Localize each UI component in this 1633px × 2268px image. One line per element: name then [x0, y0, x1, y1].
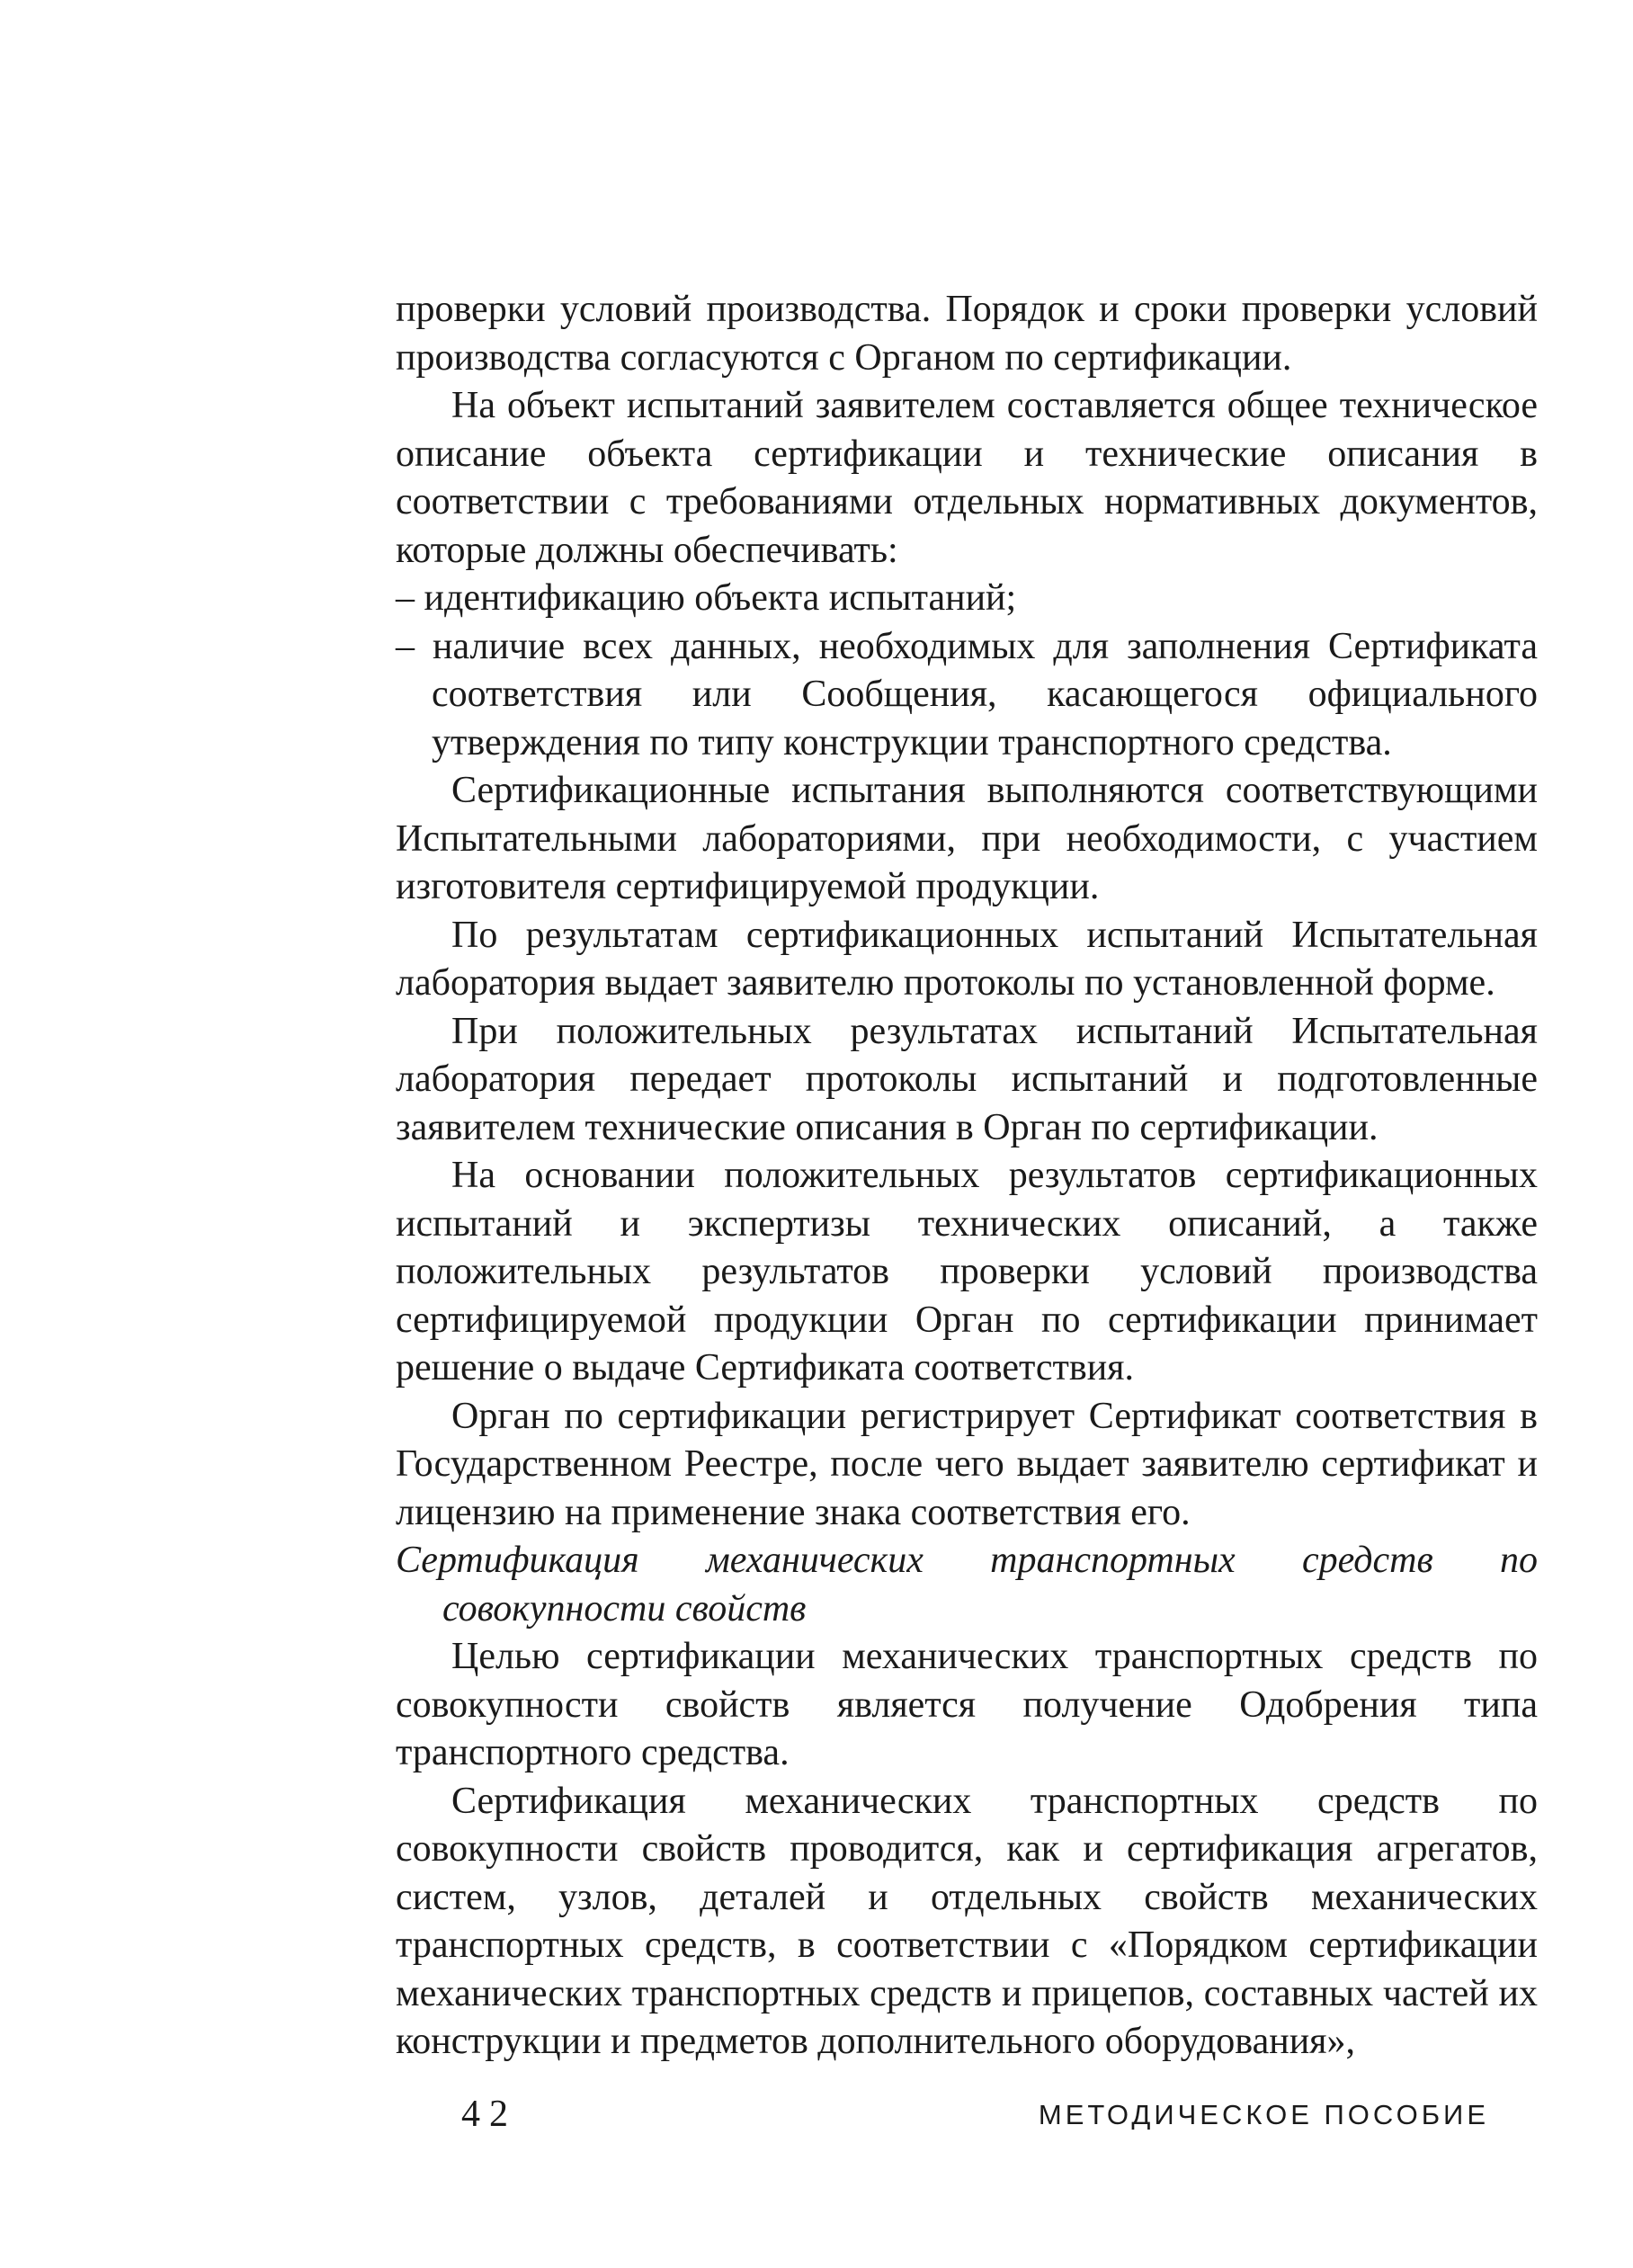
- list-item: – идентификацию объекта испытаний;: [396, 577, 1017, 619]
- paragraph: Сертификационные испытания выполняются соответствующими Испытательными лабораториями, при необходимости, с участием изготовителя сертифицируемой продукции.: [396, 770, 1538, 907]
- body-text: [396, 286, 1538, 2067]
- paragraph: Целью сертификации механических транспортных средств по совокупности свойств является получение Одобрения типа транспортного средства.: [396, 1636, 1538, 1773]
- section-subheading: Сертификация механических транспортных средств по совокупности свойств: [396, 1540, 1538, 1630]
- running-title: МЕТОДИЧЕСКОЕ ПОСОБИЕ: [1038, 2099, 1489, 2130]
- paragraph: На основании положительных результатов сертификационных испытаний и экспертизы технических описаний, а также положительных результатов проверки условий производства сертифицируемой продукции Орган по сертификации принимает решение о выдаче Сертификата соответствия.: [396, 1155, 1538, 1388]
- paragraph: Сертификация механических транспортных средств по совокупности свойств проводится, как и сертификация агрегатов, систем, узлов, деталей и отдельных свойств механических транспортных средств, в соответствии с «Порядком сертификации механических транспортных средств и прицепов, составных частей их конструкции и предметов дополнительного оборудования»,: [396, 1780, 1538, 2062]
- paragraph: По результатам сертификационных испытаний Испытательная лаборатория выдает заявителю протоколы по установленной форме.: [396, 914, 1538, 1004]
- paragraph: проверки условий производства. Порядок и сроки проверки условий производства согласуются с Органом по сертификации.: [396, 289, 1538, 379]
- paragraph: При положительных результатах испытаний Испытательная лаборатория передает протоколы испытаний и подготовленные заявителем технические описания в Орган по сертификации.: [396, 1010, 1538, 1148]
- list-item: – наличие всех данных, необходимых для заполнения Сертификата соответствия или Сообщения, касающегося официального утверждения по типу конструкции транспортного средства.: [396, 625, 1538, 763]
- paragraph: На объект испытаний заявителем составляется общее техническое описание объекта сертификации и технические описания в соответствии с требованиями отдельных нормативных документов, которые должны обеспечивать:: [396, 385, 1538, 571]
- page-number: 42: [461, 2094, 517, 2135]
- paragraph: Орган по сертификации регистрирует Сертификат соответствия в Государственном Реестре, после чего выдает заявителю сертификат и лицензию на применение знака соответствия его.: [396, 1395, 1538, 1533]
